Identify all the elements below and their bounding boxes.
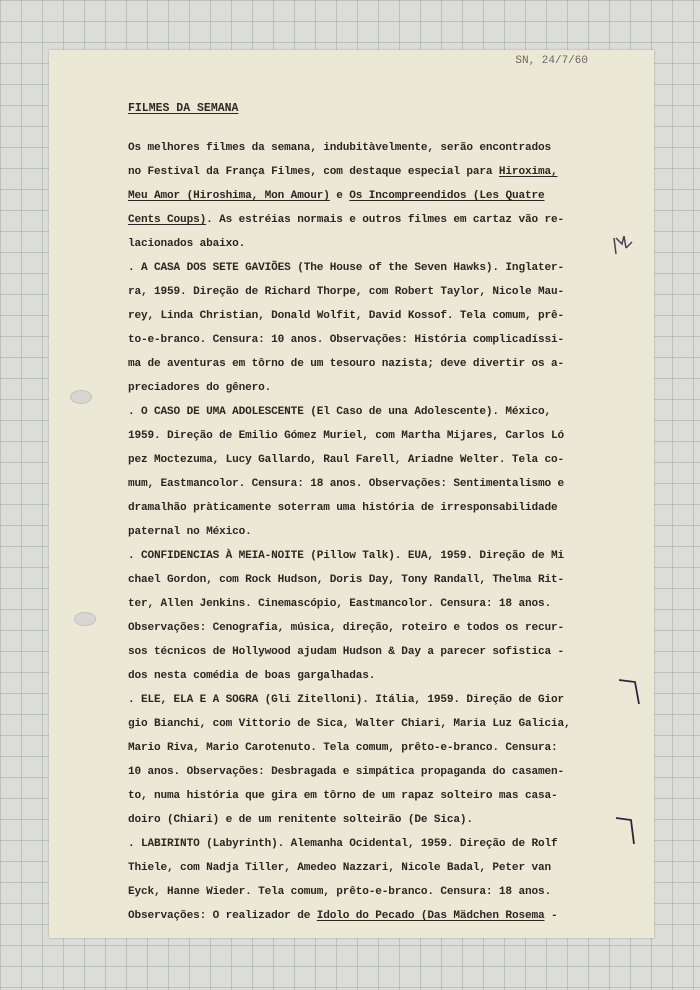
text-segment: . LABIRINTO (Labyrinth). Alemanha Ocidental, 1959. Direção de Rolf (128, 838, 558, 850)
text-segment: Mario Riva, Mario Carotenuto. Tela comum, prêto-e-branco. Censura: (128, 742, 558, 754)
text-segment: lacionados abaixo. (128, 238, 246, 250)
typed-page (49, 50, 654, 938)
text-segment: . ELE, ELA E A SOGRA (Gli Zitelloni). Itália, 1959. Direção de Gior (128, 694, 564, 706)
text-line (128, 184, 642, 208)
text-line (128, 400, 642, 424)
text-line (128, 376, 642, 400)
text-line (128, 568, 642, 592)
text-line (128, 544, 642, 568)
text-line (128, 304, 642, 328)
text-line (128, 424, 642, 448)
punch-hole-bottom (74, 612, 96, 626)
text-segment: Thiele, com Nadja Tiller, Amedeo Nazzari, Nicole Badal, Peter van (128, 862, 551, 874)
text-segment: ma de aventuras em tôrno de um tesouro nazista; deve divertir os a- (128, 358, 564, 370)
text-segment: e (329, 190, 350, 202)
text-segment: Observações: Cenografia, música, direção, roteiro e todos os recur- (128, 622, 564, 634)
text-line (128, 808, 642, 832)
underlined-title: Os Incompreendidos (Les Quatre (349, 190, 545, 202)
text-segment: . A CASA DOS SETE GAVIÕES (The House of the Seven Hawks). Inglater- (128, 262, 564, 274)
text-line (128, 496, 642, 520)
text-segment: gio Bianchi, com Vittorio de Sica, Walter Chiari, Maria Luz Galicia, (128, 718, 571, 730)
underlined-title: Idolo do Pecado (Das Mädchen Rosema (316, 910, 545, 922)
text-segment: to, numa história que gira em tôrno de um rapaz solteiro mas casa- (128, 790, 558, 802)
text-line (128, 664, 642, 688)
handwritten-check-mark-1 (610, 234, 634, 268)
text-segment: Os melhores filmes da semana, indubitàvelmente, serão encontrados (128, 142, 551, 154)
text-segment: to-e-branco. Censura: 10 anos. Observações: História complicadíssi- (128, 334, 564, 346)
date-stamp: SN, 24/7/60 (515, 55, 588, 67)
underlined-title: Cents Coups) (128, 214, 207, 226)
text-line (128, 352, 642, 376)
text-line (128, 136, 642, 160)
text-line (128, 736, 642, 760)
text-line (128, 256, 642, 280)
text-line (128, 472, 642, 496)
text-line (128, 160, 642, 184)
handwritten-check-mark-2 (617, 674, 641, 708)
text-segment: Eyck, Hanne Wieder. Tela comum, prêto-e-branco. Censura: 18 anos. (128, 886, 551, 898)
text-line (128, 232, 642, 256)
text-line (128, 832, 642, 856)
text-segment: . CONFIDENCIAS À MEIA-NOITE (Pillow Talk). EUA, 1959. Direção de Mi (128, 550, 564, 562)
text-segment: doiro (Chiari) e de um renitente solteirão (De Sica). (128, 814, 473, 826)
text-segment: sos técnicos de Hollywood ajudam Hudson & Day a parecer sofistica - (128, 646, 564, 658)
text-segment: 1959. Direção de Emilio Gómez Muriel, com Martha Mijares, Carlos Ló (128, 430, 564, 442)
text-segment: rey, Linda Christian, Donald Wolfit, David Kossof. Tela comum, prê- (128, 310, 564, 322)
text-segment: - (544, 910, 558, 922)
text-segment: no Festival da França Filmes, com destaque especial para (128, 166, 499, 178)
text-segment: chael Gordon, com Rock Hudson, Doris Day, Tony Randall, Thelma Rit- (128, 574, 564, 586)
text-segment: dramalhão pràticamente soterram uma história de irresponsabilidade (128, 502, 558, 514)
text-line (128, 448, 642, 472)
text-segment: 10 anos. Observações: Desbragada e simpática propaganda do casamen- (128, 766, 564, 778)
text-line (128, 760, 642, 784)
text-line (128, 592, 642, 616)
text-segment: mum, Eastmancolor. Censura: 18 anos. Observações: Sentimentalismo e (128, 478, 564, 490)
underlined-title: Hiroxima, (498, 166, 558, 178)
text-line (128, 520, 642, 544)
text-segment: ter, Allen Jenkins. Cinemascópio, Eastmancolor. Censura: 18 anos. (128, 598, 551, 610)
text-line (128, 688, 642, 712)
text-segment: Observações: O realizador de (128, 910, 317, 922)
text-segment: . O CASO DE UMA ADOLESCENTE (El Caso de una Adolescente). México, (128, 406, 551, 418)
page-title: FILMES DA SEMANA (128, 102, 239, 115)
text-segment: . As estréias normais e outros filmes em cartaz vão re- (206, 214, 564, 226)
text-line (128, 784, 642, 808)
text-line (128, 904, 642, 928)
text-segment: paternal no México. (128, 526, 252, 538)
text-segment: pez Moctezuma, Lucy Gallardo, Raul Farell, Ariadne Welter. Tela co- (128, 454, 564, 466)
handwritten-check-mark-3 (614, 814, 638, 848)
text-line (128, 856, 642, 880)
body-text (128, 136, 642, 928)
text-segment: ra, 1959. Direção de Richard Thorpe, com Robert Taylor, Nicole Mau- (128, 286, 564, 298)
underlined-title: Meu Amor (Hiroshima, Mon Amour) (128, 190, 330, 202)
text-segment: dos nesta comédia de boas gargalhadas. (128, 670, 376, 682)
text-line (128, 880, 642, 904)
text-line (128, 712, 642, 736)
text-line (128, 208, 642, 232)
text-line (128, 640, 642, 664)
punch-hole-top (70, 390, 92, 404)
text-line (128, 328, 642, 352)
text-line (128, 280, 642, 304)
text-segment: preciadores do gênero. (128, 382, 272, 394)
text-line (128, 616, 642, 640)
